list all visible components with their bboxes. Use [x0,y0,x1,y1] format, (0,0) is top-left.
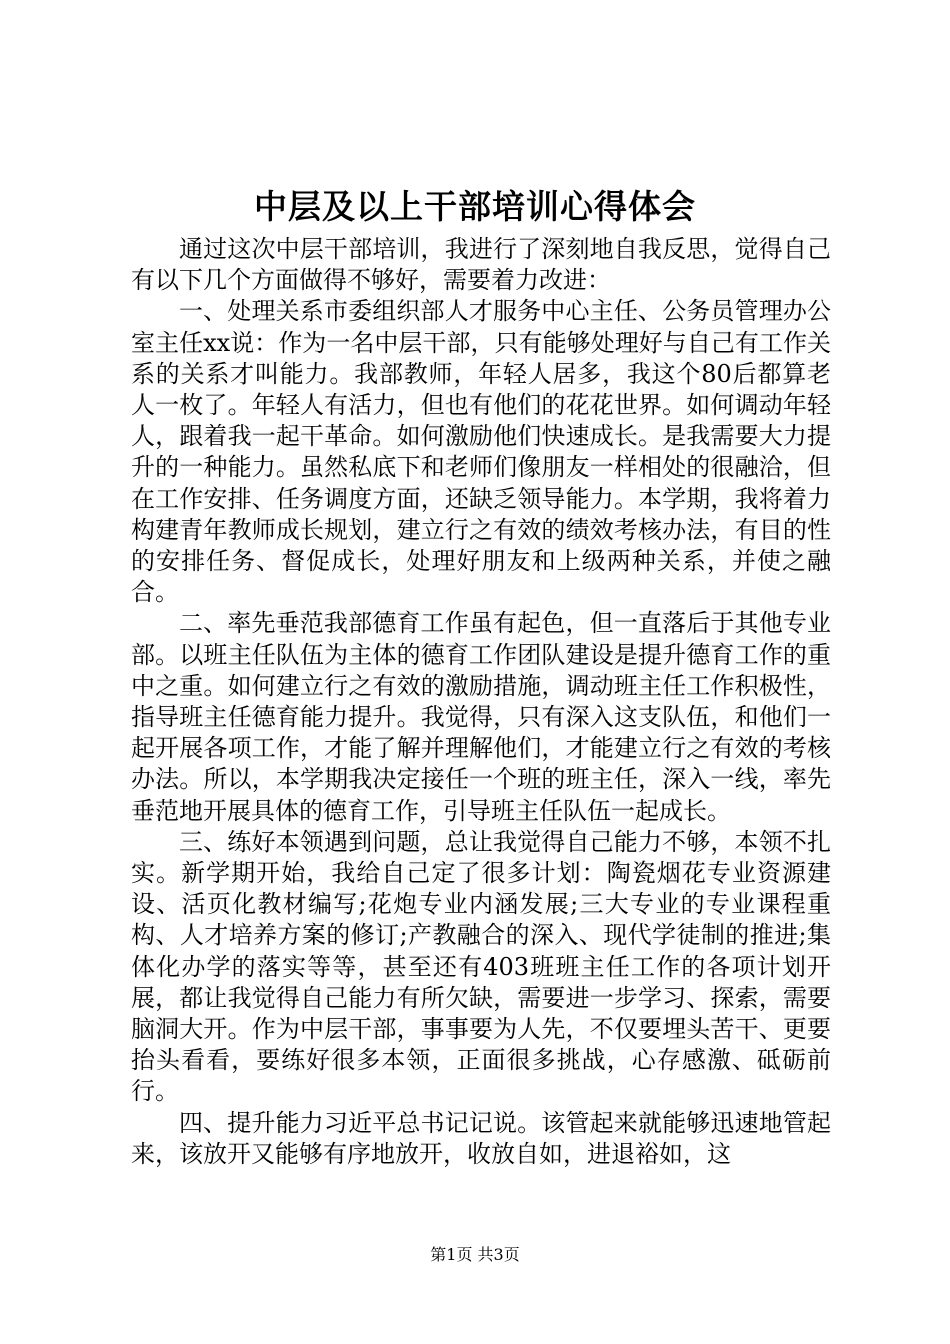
page-footer: 第1页 共3页 [430,1245,520,1264]
paragraph-section-4: 四、提升能力习近平总书记记说。该管起来就能够迅速地管起来，该放开又能够有序地放开，收放自如，进退裕如，这 [131,1108,831,1168]
paragraph-section-1: 一、处理关系市委组织部人才服务中心主任、公务员管理办公室主任xx说：作为一名中层干部，只有能够处理好与自己有工作关系的关系才叫能力。我部教师，年轻人居多，我这个80后都算老人一枚了。年轻人有活力，但也有他们的花花世界。如何调动年轻人，跟着我一起干革命。如何激励他们快速成长。是我需要大力提升的一种能力。虽然私底下和老师们像朋友一样相处的很融洽，但在工作安排、任务调度方面，还缺乏领导能力。本学期，我将着力构建青年教师成长规划，建立行之有效的绩效考核办法，有目的性的安排任务、督促成长，处理好朋友和上级两种关系，并使之融合。 [131,297,831,607]
document-title: 中层及以上干部培训心得体会 [254,187,696,226]
document-body [131,234,831,1170]
paragraph-section-3: 三、练好本领遇到问题，总让我觉得自己能力不够，本领不扎实。新学期开始，我给自己定了很多计划：陶瓷烟花专业资源建设、活页化教材编写;花炮专业内涵发展;三大专业的专业课程重构、人才培养方案的修订;产教融合的深入、现代学徒制的推进;集体化办学的落实等等，甚至还有403班班主任工作的各项计划开展，都让我觉得自己能力有所欠缺，需要进一步学习、探索，需要脑洞大开。作为中层干部，事事要为人先，不仅要埋头苦干、更要抬头看看，要练好很多本领，正面很多挑战，心存感激、砥砺前行。 [131,827,831,1106]
paragraph-intro: 通过这次中层干部培训，我进行了深刻地自我反思，觉得自己有以下几个方面做得不够好，需要着力改进： [131,235,831,295]
paragraph-section-2: 二、率先垂范我部德育工作虽有起色，但一直落后于其他专业部。以班主任队伍为主体的德育工作团队建设是提升德育工作的重中之重。如何建立行之有效的激励措施，调动班主任工作积极性，指导班主任德育能力提升。我觉得，只有深入这支队伍，和他们一起开展各项工作，才能了解并理解他们，才能建立行之有效的考核办法。所以，本学期我决定接任一个班的班主任，深入一线，率先垂范地开展具体的德育工作，引导班主任队伍一起成长。 [131,609,831,825]
